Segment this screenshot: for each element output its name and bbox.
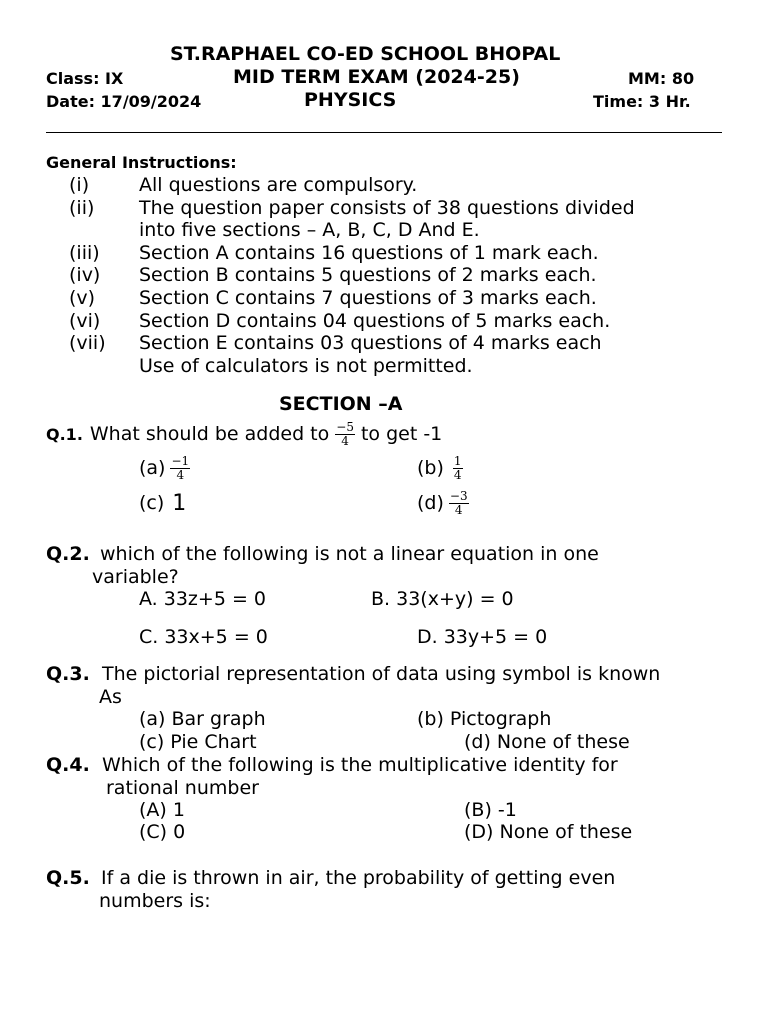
instruction-text: Section B contains 5 questions of 2 marks each.	[139, 264, 597, 286]
exam-time: Time: 3 Hr.	[593, 92, 691, 111]
question-text: to get -1	[360, 423, 443, 445]
question-text-cont: variable?	[92, 566, 179, 588]
instruction-number: (v)	[69, 287, 96, 309]
option-label: (c)	[139, 492, 165, 514]
option-label: (d)	[417, 492, 444, 514]
instruction-text: Section E contains 03 questions of 4 marks each	[139, 332, 602, 354]
instruction-text: The question paper consists of 38 questions divided	[139, 197, 635, 219]
option-value: 1	[172, 490, 187, 516]
instruction-text: Section C contains 7 questions of 3 marks each.	[139, 287, 597, 309]
option-a: A. 33z+5 = 0	[139, 588, 266, 610]
option-d: (D) None of these	[464, 821, 633, 843]
question-number: Q.4.	[46, 754, 90, 776]
option-label: (a)	[139, 457, 166, 479]
class-label: Class: IX	[46, 69, 124, 88]
fraction	[335, 421, 355, 448]
option-c: (c) Pie Chart	[139, 731, 257, 753]
question-text-cont: rational number	[106, 777, 259, 799]
fraction-numerator: −3	[449, 488, 468, 503]
question-text: What should be added to	[89, 423, 330, 445]
instruction-number: (iii)	[69, 242, 100, 264]
question-number: Q.2.	[46, 543, 90, 565]
instruction-text: All questions are compulsory.	[139, 174, 418, 196]
fraction-denominator: 4	[454, 502, 463, 517]
max-marks: MM: 80	[628, 69, 695, 88]
fraction-numerator: −5	[336, 419, 354, 434]
question-number: Q.3.	[46, 663, 90, 685]
instruction-number: (ii)	[69, 197, 95, 219]
school-name: ST.RAPHAEL CO-ED SCHOOL BHOPAL	[170, 43, 561, 65]
option-d: D. 33y+5 = 0	[417, 626, 548, 648]
question-text-cont: numbers is:	[99, 890, 211, 912]
question-text: The pictorial representation of data using symbol is known	[102, 663, 661, 685]
question-text: Which of the following is the multiplicative identity for	[102, 754, 618, 776]
option-b: B. 33(x+y) = 0	[371, 588, 514, 610]
fraction-numerator: 1	[453, 453, 462, 468]
option-c: C. 33x+5 = 0	[139, 626, 268, 648]
fraction	[170, 455, 190, 482]
instruction-number: (i)	[69, 174, 90, 196]
header-divider	[46, 132, 722, 133]
option-b: (b) Pictograph	[417, 708, 552, 730]
instruction-number: (vii)	[69, 332, 106, 354]
option-a	[139, 452, 192, 484]
question-number: Q.1.	[46, 424, 83, 444]
question-text: which of the following is not a linear equation in one	[100, 543, 599, 565]
option-d: (d) None of these	[464, 731, 630, 753]
question-number: Q.5.	[46, 867, 90, 889]
question-text-cont: As	[99, 686, 122, 708]
question-text: If a die is thrown in air, the probability of getting even	[101, 867, 616, 889]
option-d	[417, 487, 471, 519]
subject-title: PHYSICS	[304, 89, 397, 111]
option-label: (b)	[417, 457, 444, 479]
section-title: SECTION –A	[279, 393, 403, 415]
instructions-title: General Instructions:	[46, 153, 237, 172]
exam-title: MID TERM EXAM (2024-25)	[233, 66, 520, 88]
option-a: (A) 1	[139, 799, 185, 821]
instruction-number: (iv)	[69, 264, 101, 286]
instruction-text: Section D contains 04 questions of 5 marks each.	[139, 310, 611, 332]
fraction-numerator: −1	[171, 453, 190, 468]
fraction-denominator: 4	[176, 467, 185, 482]
instruction-text-cont: into five sections – A, B, C, D And E.	[139, 219, 480, 241]
exam-date: Date: 17/09/2024	[46, 92, 202, 111]
fraction	[449, 490, 469, 517]
fraction	[453, 455, 463, 482]
option-c	[139, 487, 186, 519]
instruction-text-cont: Use of calculators is not permitted.	[139, 355, 473, 377]
fraction-denominator: 4	[453, 467, 462, 482]
instruction-text: Section A contains 16 questions of 1 mark each.	[139, 242, 599, 264]
option-a: (a) Bar graph	[139, 708, 266, 730]
option-c: (C) 0	[139, 821, 186, 843]
instruction-number: (vi)	[69, 310, 101, 332]
option-b	[417, 452, 465, 484]
question-1	[46, 418, 442, 450]
option-b: (B) -1	[464, 799, 517, 821]
fraction-denominator: 4	[341, 433, 349, 448]
